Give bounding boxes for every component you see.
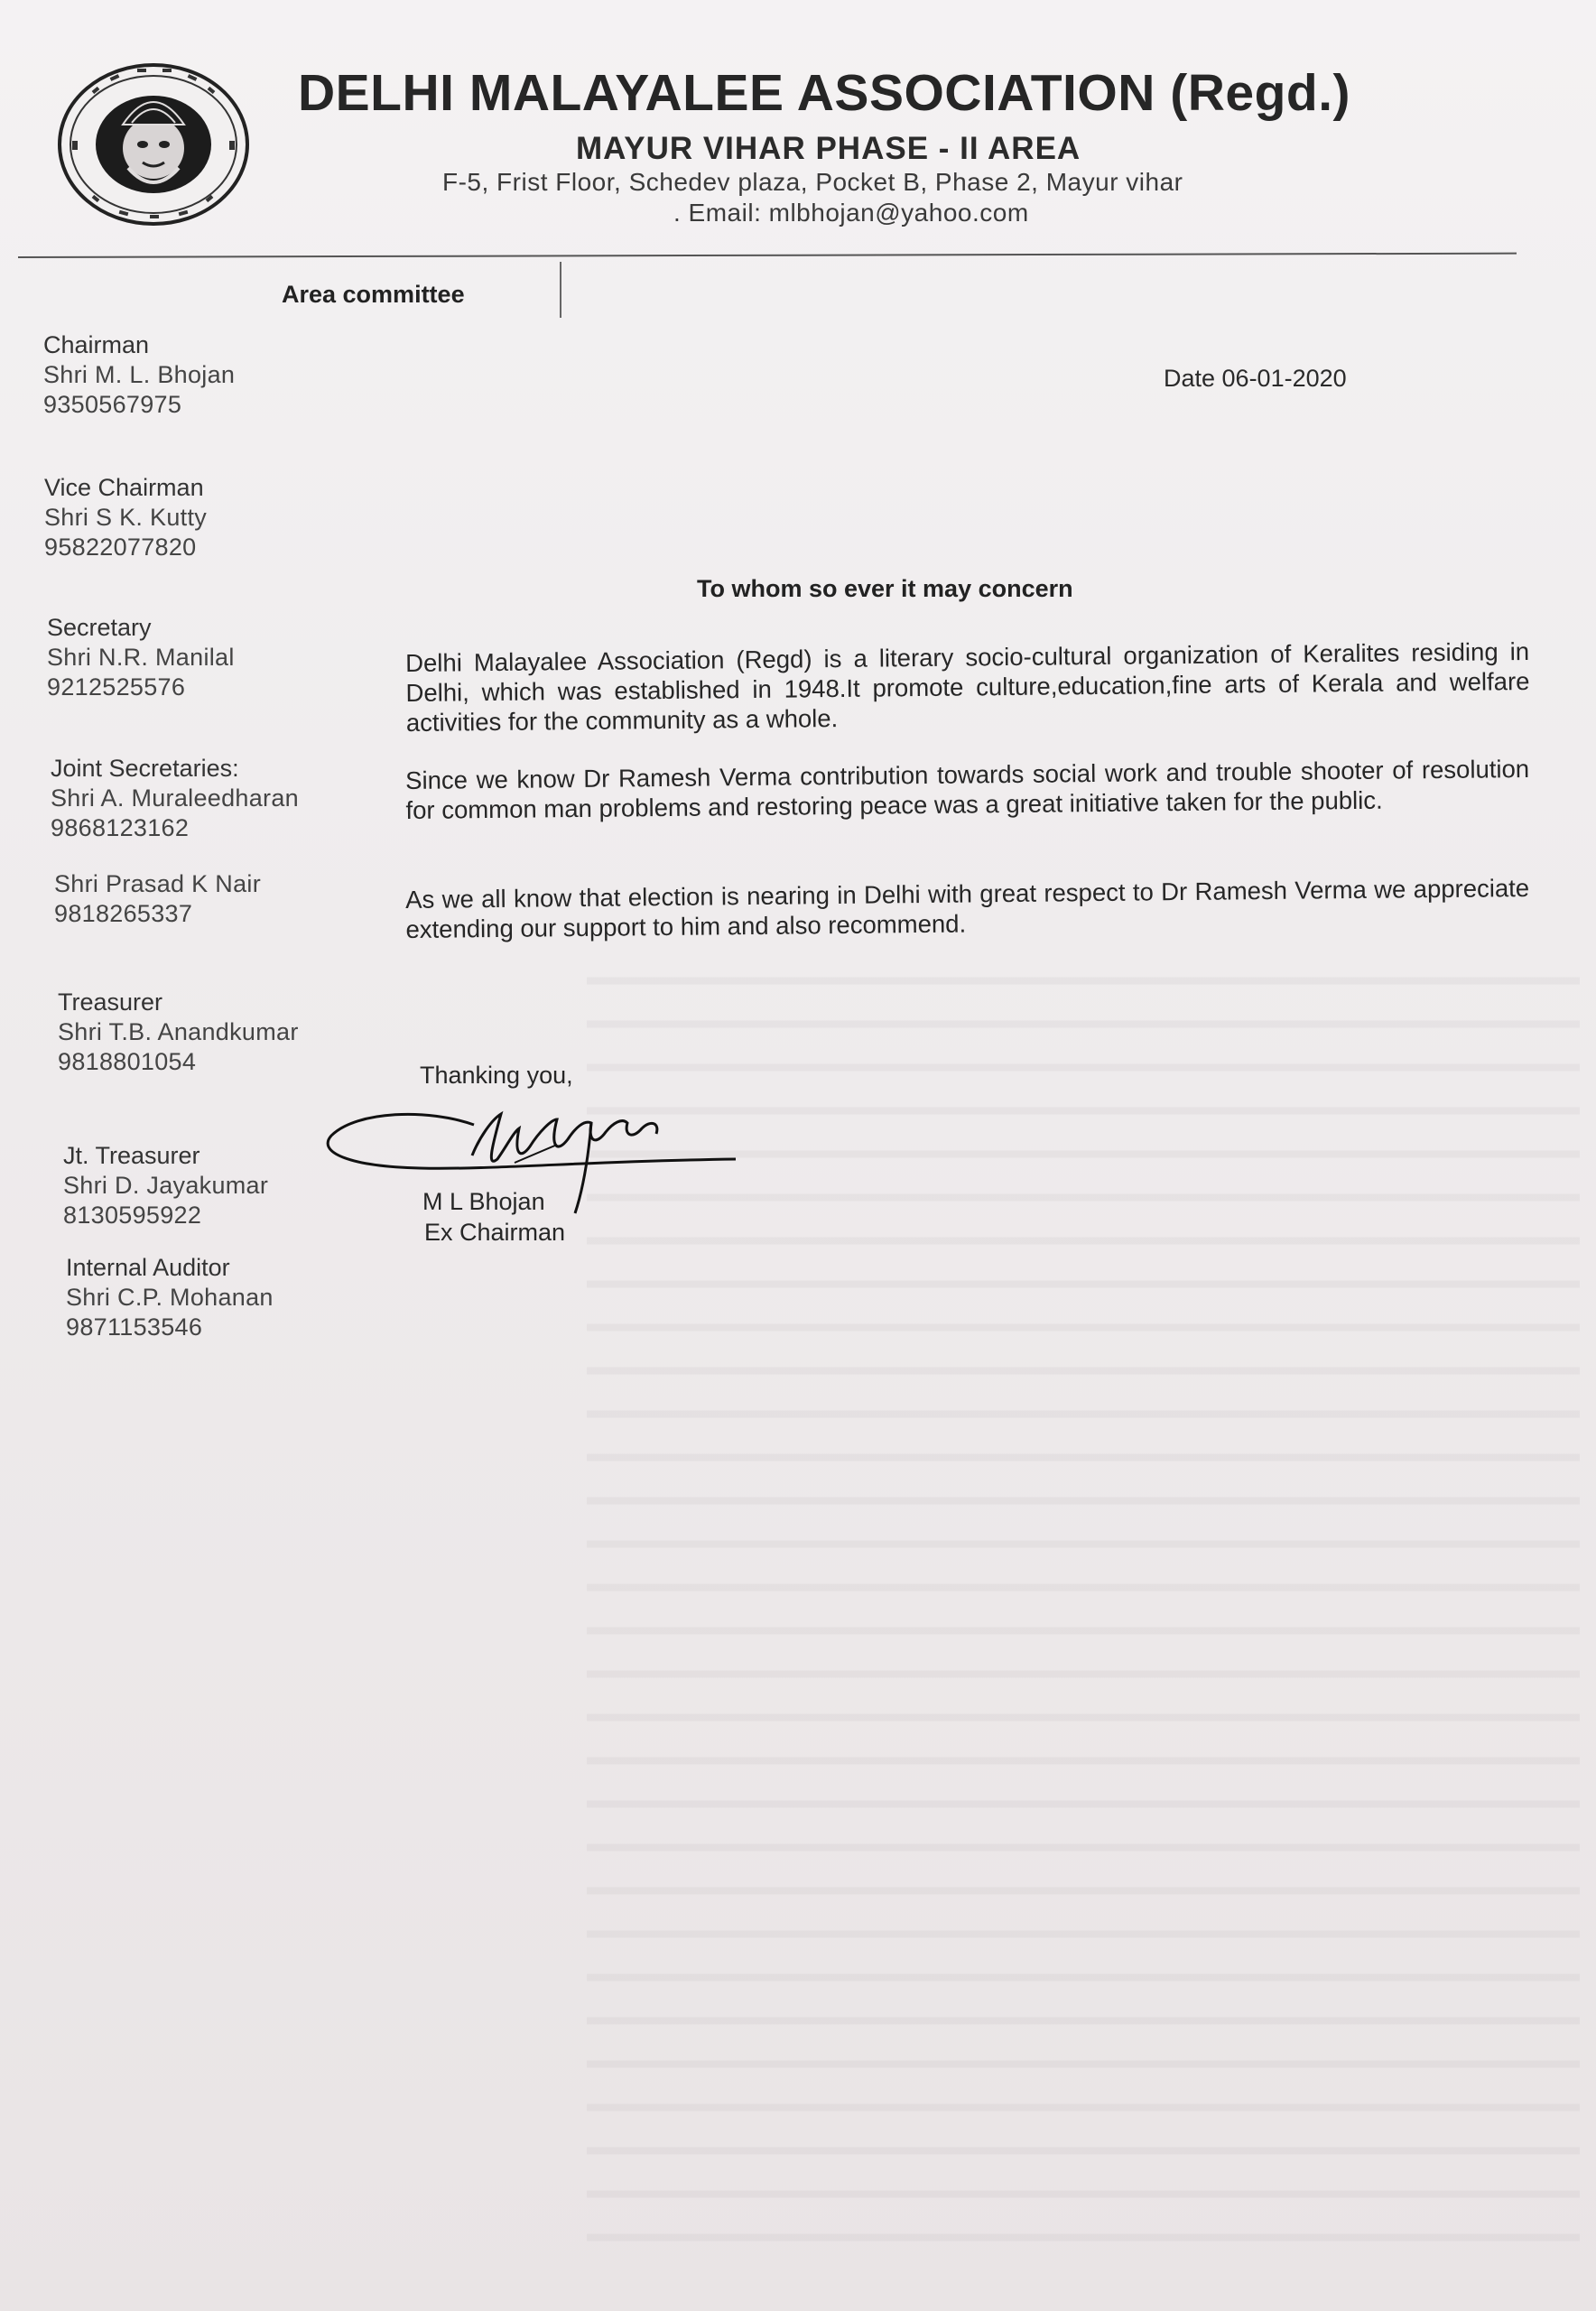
member-vice-chairman xyxy=(44,473,207,562)
member-phone: 9818265337 xyxy=(54,900,193,927)
member-chairman xyxy=(43,330,235,420)
committee-title: Area committee xyxy=(282,281,465,308)
member-internal-auditor xyxy=(66,1253,274,1342)
member-name: Shri M. L. Bhojan xyxy=(43,361,236,388)
member-role: Secretary xyxy=(47,614,152,641)
address-line: F-5, Frist Floor, Schedev plaza, Pocket B, Phase 2, Mayur vihar xyxy=(442,168,1183,196)
letter-subject: To whom so ever it may concern xyxy=(697,575,1073,602)
member-role: Treasurer xyxy=(58,988,163,1016)
member-name: Shri T.B. Anandkumar xyxy=(58,1018,299,1045)
member-role: Jt. Treasurer xyxy=(63,1142,200,1169)
member-jt-treasurer xyxy=(63,1141,268,1230)
member-role: Chairman xyxy=(43,331,150,358)
paragraph-1: Delhi Malayalee Association (Regd) is a literary socio-cultural organization of Keralites residing in Delhi, which was established in 1948.It promote culture,education,fine arts of Kerala and welfare activities for the community as a whole. xyxy=(405,636,1530,737)
closing-line: Thanking you, xyxy=(420,1062,573,1089)
member-role: Internal Auditor xyxy=(66,1254,230,1281)
member-role: Joint Secretaries: xyxy=(51,755,239,782)
member-name: Shri Prasad K Nair xyxy=(54,870,261,897)
member-phone: 9350567975 xyxy=(43,391,182,418)
member-phone: 8130595922 xyxy=(63,1202,202,1229)
member-phone: 9212525576 xyxy=(47,673,186,701)
area-name: MAYUR VIHAR PHASE - II AREA xyxy=(576,131,1081,166)
member-phone: 9871153546 xyxy=(66,1313,203,1341)
member-phone: 95822077820 xyxy=(44,534,197,561)
member-treasurer xyxy=(58,988,299,1077)
paragraph-2: Since we know Dr Ramesh Verma contribution towards social work and trouble shooter of resolution for common man problems and restoring peace was a great initiative taken for the public. xyxy=(405,754,1530,824)
member-role: Vice Chairman xyxy=(44,474,204,501)
signer-title: Ex Chairman xyxy=(424,1219,566,1246)
email-line: . Email: mlbhojan@yahoo.com xyxy=(673,199,1029,227)
member-name: Shri A. Muraleedharan xyxy=(51,784,299,812)
member-name: Shri N.R. Manilal xyxy=(47,644,235,671)
member-joint-secretary-1 xyxy=(51,754,299,843)
member-phone: 9868123162 xyxy=(51,814,190,841)
member-secretary xyxy=(47,613,235,702)
member-joint-secretary-2 xyxy=(54,869,261,929)
member-name: Shri S K. Kutty xyxy=(44,504,208,531)
committee-divider xyxy=(560,262,561,318)
member-name: Shri C.P. Mohanan xyxy=(66,1284,274,1311)
kathakali-face-seal-icon xyxy=(56,61,251,227)
member-phone: 9818801054 xyxy=(58,1048,197,1075)
letter-date: Date 06-01-2020 xyxy=(1164,365,1347,392)
member-name: Shri D. Jayakumar xyxy=(63,1172,269,1199)
signer-name: M L Bhojan xyxy=(422,1188,545,1215)
organization-name: DELHI MALAYALEE ASSOCIATION (Regd.) xyxy=(298,64,1351,122)
paragraph-3: As we all know that election is nearing in Delhi with great respect to Dr Ramesh Verma we appreciate extending our support to him and also recommend. xyxy=(405,873,1530,943)
